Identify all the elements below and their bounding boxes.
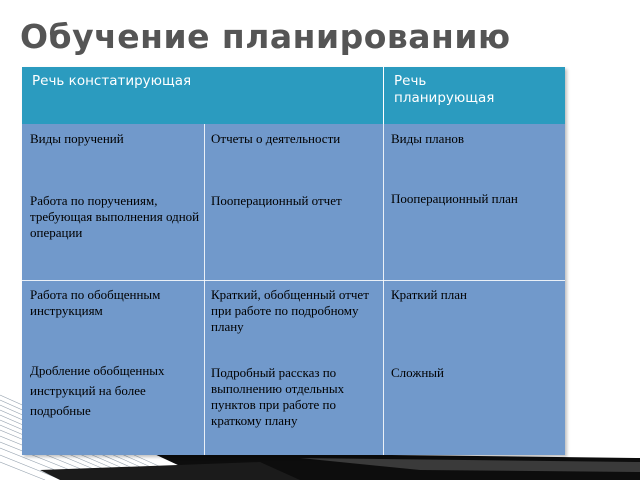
cell-brief-report: Краткий, обобщенный отчет при работе по подробному плану bbox=[211, 287, 369, 334]
cell-detailed-story: Подробный рассказ по выполнению отдельных пунктов при работе по краткому плану bbox=[211, 365, 345, 428]
row-divider bbox=[22, 280, 565, 281]
column-divider-2 bbox=[383, 124, 384, 455]
cell-brief-plan: Краткий план bbox=[391, 287, 467, 302]
cell-step-report: Пооперационный отчет bbox=[211, 193, 342, 208]
comparison-table bbox=[22, 67, 565, 455]
cell-single-operation-assignments: Работа по поручениям, требующая выполнения одной операции bbox=[30, 193, 200, 240]
header-constating-speech: Речь констатирующая bbox=[22, 67, 383, 124]
cell-generalized-instructions: Работа по обобщенным инструкциям bbox=[30, 287, 161, 318]
column-divider-1 bbox=[204, 124, 205, 455]
cell-types-of-assignments: Виды поручений bbox=[30, 131, 124, 146]
header-planning-speech-text: Речь планирующая bbox=[394, 73, 495, 106]
cell-step-plan: Пооперационный план bbox=[391, 191, 518, 206]
cell-activity-reports: Отчеты о деятельности bbox=[211, 131, 341, 146]
header-planning-speech bbox=[383, 67, 565, 124]
cell-complex-plan: Сложный bbox=[391, 365, 444, 380]
page-title: Обучение планированию bbox=[20, 17, 511, 56]
cell-splitting-instructions: Дробление обобщенных инструкций на более подробные bbox=[30, 363, 165, 418]
cell-plan-types: Виды планов bbox=[391, 131, 465, 146]
